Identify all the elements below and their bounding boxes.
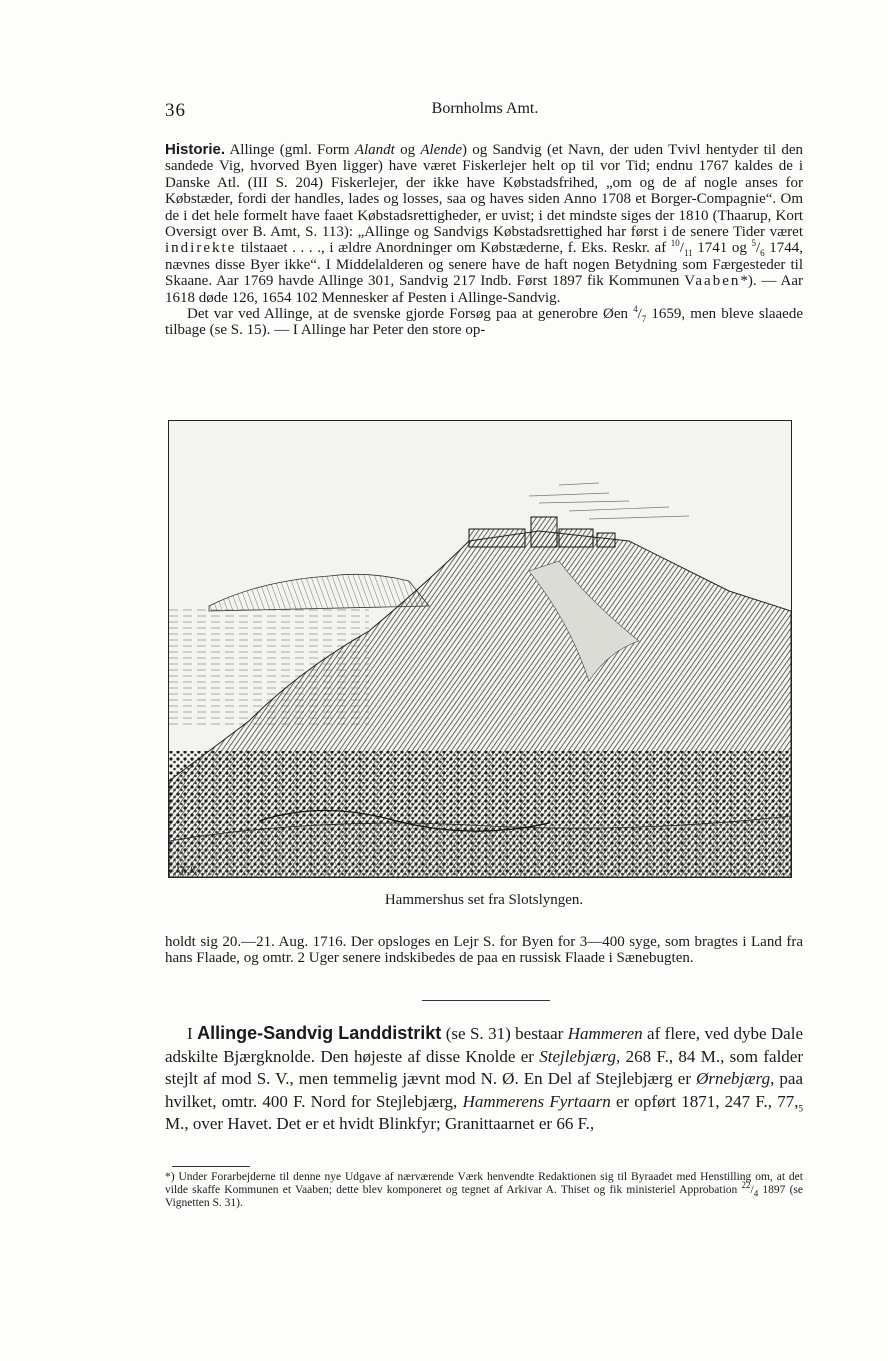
engraving-illustration xyxy=(169,421,791,877)
footnote-rule xyxy=(172,1166,250,1167)
running-head: Bornholms Amt. xyxy=(431,100,539,117)
section-divider xyxy=(422,1000,550,1001)
engraver-mark: J.K.R. xyxy=(175,865,198,875)
landdistrikt-heading: Allinge-Sandvig Landdistrikt xyxy=(197,1023,442,1043)
page-header xyxy=(165,100,805,124)
hammershus-engraving xyxy=(168,420,792,878)
figure-caption: Hammershus set fra Slotslyngen. xyxy=(384,892,584,908)
footnote: *) Under Forarbejderne til denne nye Udgave af nærværende Værk henvendte Redaktionen sig til Byraadet med Henstilling om, at det vilde skaffe Kommunen et Vaaben; dette blev komponeret og tegnet af Arkivar A. Thiset og fik ministeriel Approbation $^{22}/_4$ 1897 (se Vignetten S. 31). xyxy=(165,1171,803,1209)
continuation-paragraph: holdt sig 20.—21. Aug. 1716. Der opsloges en Lejr S. for Byen for 3—400 syge, som bragtes i Land fra hans Flaade, og omtr. 2 Uger senere indskibedes de paa en russisk Flaade i Sænebugten. xyxy=(165,934,803,967)
swedish-attack-paragraph: Det var ved Allinge, at de svenske gjorde Forsøg paa at generobre Øen $^4/_7$ 1659, men bleve slaaede tilbage (se S. 15). — I Allinge har Peter den store op- xyxy=(165,304,803,339)
historie-paragraph: Historie. Allinge (gml. Form Alandt og Alende) og Sandvig (et Navn, der uden Tvivl hentyder til den sandede Vig, hvorved Byen ligger) have været Fiskerlejer helt op til vor Tid; endnu 1767 kaldes de i Danske Atl. (III S. 204) Fiskerlejer, der ikke have Købstadsfrihed, „om og de af nogle anses for Købstæder, fordi der handles, lades og losses, saa og haves siden Anno 1708 et Borger-Compagnie“. Om de i det hele formelt have faaet Købstadsrettigheder, er uvist; i det mindste siges der 1810 (Thaarup, Kort Oversigt over B. Amt, S. 113): „Allinge og Sandvigs Købstadsrettighed har først i de senere Tider været indirekte tilstaaet . . . ., i ældre Anordninger om Købstæderne, f. Eks. Reskr. af $^{10}/_{11}$ 1741 og $^5/_6$ 1744, nævnes disse Byer ikke“. I Middelalderen og senere have de haft nogen Betydning som Færgesteder til Skaane. Aar 1769 havde Allinge 301, Sandvig 217 Indb. Først 1897 fik Kommunen Vaaben*). — Aar 1618 døde 126, 1654 102 Mennesker af Pesten i Allinge-Sandvig. xyxy=(165,141,803,306)
landdistrikt-section: I Allinge-Sandvig Landdistrikt (se S. 31) bestaar Hammeren af flere, ved dybe Dale adskilte Bjærgknolde. Den højeste af disse Knolde er Stejlebjærg, 268 F., 84 M., som falder stejlt af mod S. V., men temmelig jævnt mod N. Ø. En Del af Stejlebjærg er Ørnebjærg, paa hvilket, omtr. 400 F. Nord for Stejlebjærg, Hammerens Fyrtaarn er opført 1871, 247 F., $77,_5$ M., over Havet. Det er et hvidt Blinkfyr; Granittaarnet er 66 F., xyxy=(165,1023,804,1134)
historie-section xyxy=(165,142,803,339)
page-number: 36 xyxy=(165,100,186,121)
historie-heading: Historie. xyxy=(165,141,226,158)
